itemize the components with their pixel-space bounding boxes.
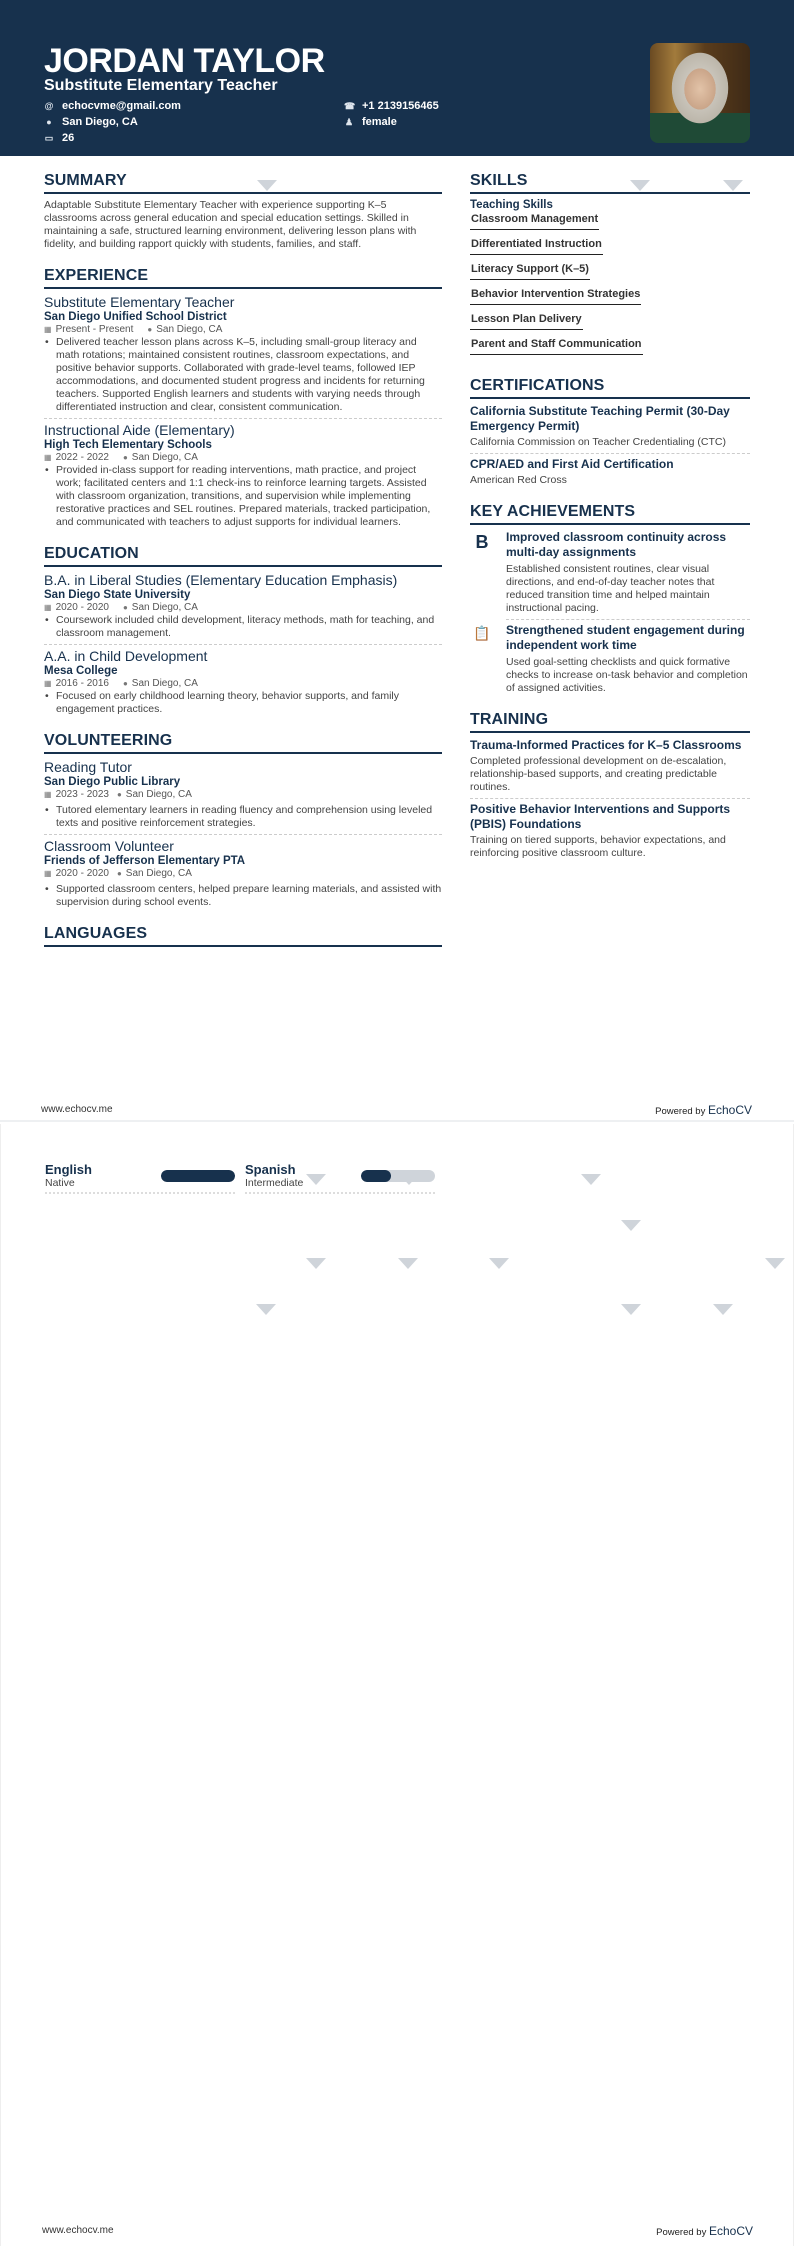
language-name: English — [45, 1162, 92, 1177]
volunteer-dates: 2020 - 2020 — [55, 868, 109, 879]
contact-location — [44, 116, 138, 128]
language-level: Native — [45, 1177, 75, 1189]
job-bullet: • Delivered teacher lesson plans across K–5, including small-group literacy and math rotations; maintained consistent routines, classroom expectations, and positive behavior supports. Collaborated with grade-level teams, followed IEP accommodations, and documented student progress and incidents for returning teachers. Supported English learners and students with varying needs through differentiated instruction and clear, consistent communication. — [44, 336, 442, 414]
education-location: San Diego, CA — [131, 602, 198, 613]
volunteer-meta — [44, 868, 442, 879]
location-pin-icon: ● — [46, 117, 52, 127]
at-icon: @ — [44, 101, 54, 111]
school: San Diego State University — [44, 589, 191, 601]
volunteer-org: Friends of Jefferson Elementary PTA — [44, 855, 246, 867]
experience-section — [44, 267, 442, 529]
languages-section-heading-block — [44, 925, 442, 947]
resume-page-2 — [0, 1124, 794, 2246]
location-value: San Diego, CA — [62, 116, 138, 128]
candidate-title: Substitute Elementary Teacher — [44, 77, 278, 94]
languages-list — [45, 1162, 435, 1194]
location-pin-icon: ● — [122, 603, 128, 612]
volunteer-dates: 2023 - 2023 — [55, 789, 109, 800]
page-footer — [0, 1101, 794, 1121]
calendar-icon: ▭ — [44, 132, 54, 143]
volunteer-role: Reading Tutor — [44, 759, 132, 775]
education-section — [44, 545, 442, 716]
decorative-triangle — [306, 1174, 326, 1185]
job-meta — [44, 324, 442, 335]
left-column — [44, 172, 442, 963]
job-bullet: • Provided in-class support for reading interventions, math practice, and project work; facilitated centers and 1:1 check-ins to reinforce learning targets. Assisted with classroom organization, transitions, and supervision while implementing restorative practices and SEL routines. Prepared materials, tracked participation, and communicated with teachers to adjust supports for individual learners. — [44, 464, 442, 529]
certification-title: CPR/AED and First Aid Certification — [470, 457, 674, 471]
gender-value: female — [362, 116, 397, 128]
school: Mesa College — [44, 665, 118, 677]
education-meta — [44, 678, 442, 689]
person-icon: ♟ — [344, 116, 354, 127]
decorative-triangle — [399, 1174, 419, 1185]
education-dates: 2016 - 2016 — [55, 678, 109, 689]
age-value: 26 — [62, 132, 75, 144]
summary-section — [44, 172, 442, 251]
volunteer-org: San Diego Public Library — [44, 776, 181, 788]
degree-title: A.A. in Child Development — [44, 648, 208, 664]
calendar-icon: ▦ — [44, 603, 52, 612]
job-dates: 2022 - 2022 — [55, 452, 109, 463]
skill-item: Parent and Staff Communication — [470, 336, 643, 355]
volunteer-bullet: • Tutored elementary learners in reading fluency and comprehension using leveled texts and positive reinforcement strategies. — [44, 804, 442, 830]
divider — [470, 453, 750, 454]
footer-url[interactable]: www.echocv.me — [42, 2225, 114, 2236]
experience-item — [44, 422, 442, 529]
languages-heading: LANGUAGES — [44, 925, 442, 947]
job-meta — [44, 452, 442, 463]
job-location: San Diego, CA — [131, 452, 198, 463]
powered-by: Powered by EchoCV — [655, 1103, 752, 1117]
achievements-section — [470, 503, 750, 695]
skill-item: Classroom Management — [470, 211, 599, 230]
contact-age — [44, 132, 74, 144]
certification-item — [470, 457, 750, 487]
education-dates: 2020 - 2020 — [55, 602, 109, 613]
language-name: Spanish — [245, 1162, 296, 1177]
certifications-section — [470, 377, 750, 487]
resume-page-1 — [0, 0, 794, 1122]
calendar-icon: ▦ — [44, 869, 52, 878]
contact-email[interactable] — [44, 100, 181, 112]
location-pin-icon: ● — [116, 790, 122, 799]
calendar-icon: ▦ — [44, 679, 52, 688]
volunteering-item — [44, 759, 442, 830]
volunteer-location: San Diego, CA — [125, 789, 192, 800]
clipboard-icon: 📋 — [473, 625, 491, 641]
skill-item: Behavior Intervention Strategies — [470, 286, 641, 305]
decorative-triangle — [621, 1220, 641, 1231]
skill-item: Literacy Support (K–5) — [470, 261, 590, 280]
training-item — [470, 802, 750, 860]
achievement-title: Improved classroom continuity across multi-day assignments — [506, 530, 727, 559]
training-title: Positive Behavior Interventions and Supports (PBIS) Foundations — [470, 802, 731, 831]
education-item — [44, 572, 442, 640]
job-title: Instructional Aide (Elementary) — [44, 422, 235, 438]
volunteer-location: San Diego, CA — [125, 868, 192, 879]
powered-by: Powered by EchoCV — [656, 2224, 753, 2238]
certification-issuer: California Commission on Teacher Credentialing (CTC) — [470, 436, 726, 448]
training-desc: Completed professional development on de-escalation, relationship-based supports, and creating predictable routines. — [470, 755, 727, 793]
location-pin-icon: ● — [122, 679, 128, 688]
decorative-triangle — [765, 1258, 785, 1269]
language-proficiency-bar — [361, 1170, 435, 1182]
skill-item: Lesson Plan Delivery — [470, 311, 583, 330]
calendar-icon: ▦ — [44, 790, 52, 799]
decorative-triangle — [398, 1258, 418, 1269]
skills-heading: SKILLS — [470, 172, 750, 194]
brand-name: EchoCV — [707, 1103, 752, 1117]
education-location: San Diego, CA — [131, 678, 198, 689]
education-meta — [44, 602, 442, 613]
language-level: Intermediate — [245, 1177, 304, 1189]
skills-section — [470, 172, 750, 361]
decorative-triangle — [621, 1304, 641, 1315]
phone-value: +1 2139156465 — [362, 100, 439, 112]
employer: San Diego Unified School District — [44, 311, 227, 323]
decorative-triangle — [256, 1304, 276, 1315]
job-dates: Present - Present — [55, 324, 134, 335]
skill-item: Differentiated Instruction — [470, 236, 603, 255]
achievements-heading: KEY ACHIEVEMENTS — [470, 503, 750, 525]
language-proficiency-fill — [161, 1170, 235, 1182]
calendar-icon: ▦ — [44, 325, 52, 334]
degree-title: B.A. in Liberal Studies (Elementary Education Emphasis) — [44, 572, 398, 588]
volunteering-heading: VOLUNTEERING — [44, 732, 442, 754]
achievement-title: Strengthened student engagement during independent work time — [506, 623, 745, 652]
job-title: Substitute Elementary Teacher — [44, 294, 235, 310]
candidate-name: JORDAN TAYLOR — [44, 42, 325, 80]
brand-name: EchoCV — [708, 2224, 753, 2238]
certification-issuer: American Red Cross — [470, 474, 567, 486]
skill-category: Teaching Skills — [470, 199, 553, 211]
location-pin-icon: ● — [147, 325, 153, 334]
certification-title: California Substitute Teaching Permit (30-Day Emergency Permit) — [470, 404, 730, 433]
divider — [470, 798, 750, 799]
education-item — [44, 648, 442, 716]
summary-text: Adaptable Substitute Elementary Teacher with experience supporting K–5 classrooms across general education and special education settings. Skilled in maintaining a safe, structured learning environment, delivering lesson plans with fidelity, and building rapport quickly with students, families, and staff. — [44, 199, 417, 250]
divider — [44, 644, 442, 645]
certifications-heading: CERTIFICATIONS — [470, 377, 750, 399]
decorative-triangle — [306, 1258, 326, 1269]
volunteer-bullet: • Supported classroom centers, helped prepare learning materials, and assisted with supervision during school events. — [44, 883, 442, 909]
divider — [44, 418, 442, 419]
job-location: San Diego, CA — [156, 324, 223, 335]
training-section — [470, 711, 750, 860]
volunteering-item — [44, 838, 442, 909]
training-heading: TRAINING — [470, 711, 750, 733]
footer-url[interactable]: www.echocv.me — [41, 1104, 113, 1115]
decorative-triangle — [581, 1174, 601, 1185]
calendar-icon: ▦ — [44, 453, 52, 462]
language-item — [45, 1162, 235, 1194]
training-item — [470, 738, 750, 794]
page-footer — [1, 2222, 794, 2242]
language-proficiency-bar — [161, 1170, 235, 1182]
training-desc: Training on tiered supports, behavior expectations, and reinforcing positive classroom culture. — [470, 834, 726, 859]
right-column — [470, 172, 750, 876]
contact-gender — [344, 116, 397, 128]
contact-phone[interactable] — [344, 100, 439, 112]
experience-item — [44, 294, 442, 414]
education-heading: EDUCATION — [44, 545, 442, 567]
achievement-desc: Established consistent routines, clear visual directions, and end-of-day teacher notes that reduced transition time and helped maintain instructional pacing. — [506, 563, 715, 614]
header — [0, 0, 794, 156]
divider — [506, 619, 750, 620]
decorative-triangle — [713, 1304, 733, 1315]
phone-icon: ☎ — [344, 100, 356, 111]
certification-item — [470, 404, 750, 449]
education-bullet: • Coursework included child development, literacy methods, math for teaching, and classroom management. — [44, 614, 442, 640]
volunteering-section — [44, 732, 442, 909]
achievement-item — [470, 623, 750, 695]
language-proficiency-fill — [361, 1170, 391, 1182]
decorative-triangle — [489, 1258, 509, 1269]
summary-heading: SUMMARY — [44, 172, 442, 194]
experience-heading: EXPERIENCE — [44, 267, 442, 289]
achievement-desc: Used goal-setting checklists and quick formative checks to increase on-task behavior and completion of assigned activities. — [506, 656, 748, 694]
email-value: echocvme@gmail.com — [62, 100, 181, 112]
skills-list — [470, 211, 750, 361]
achievement-item — [470, 530, 750, 615]
location-pin-icon: ● — [122, 453, 128, 462]
training-title: Trauma-Informed Practices for K–5 Classrooms — [470, 738, 742, 752]
profile-photo — [650, 43, 750, 143]
letter-b-icon: B — [475, 532, 489, 552]
volunteer-meta — [44, 789, 442, 800]
divider — [44, 834, 442, 835]
location-pin-icon: ● — [116, 869, 122, 878]
education-bullet: • Focused on early childhood learning theory, behavior supports, and family engagement practices. — [44, 690, 442, 716]
volunteer-role: Classroom Volunteer — [44, 838, 174, 854]
employer: High Tech Elementary Schools — [44, 439, 212, 451]
